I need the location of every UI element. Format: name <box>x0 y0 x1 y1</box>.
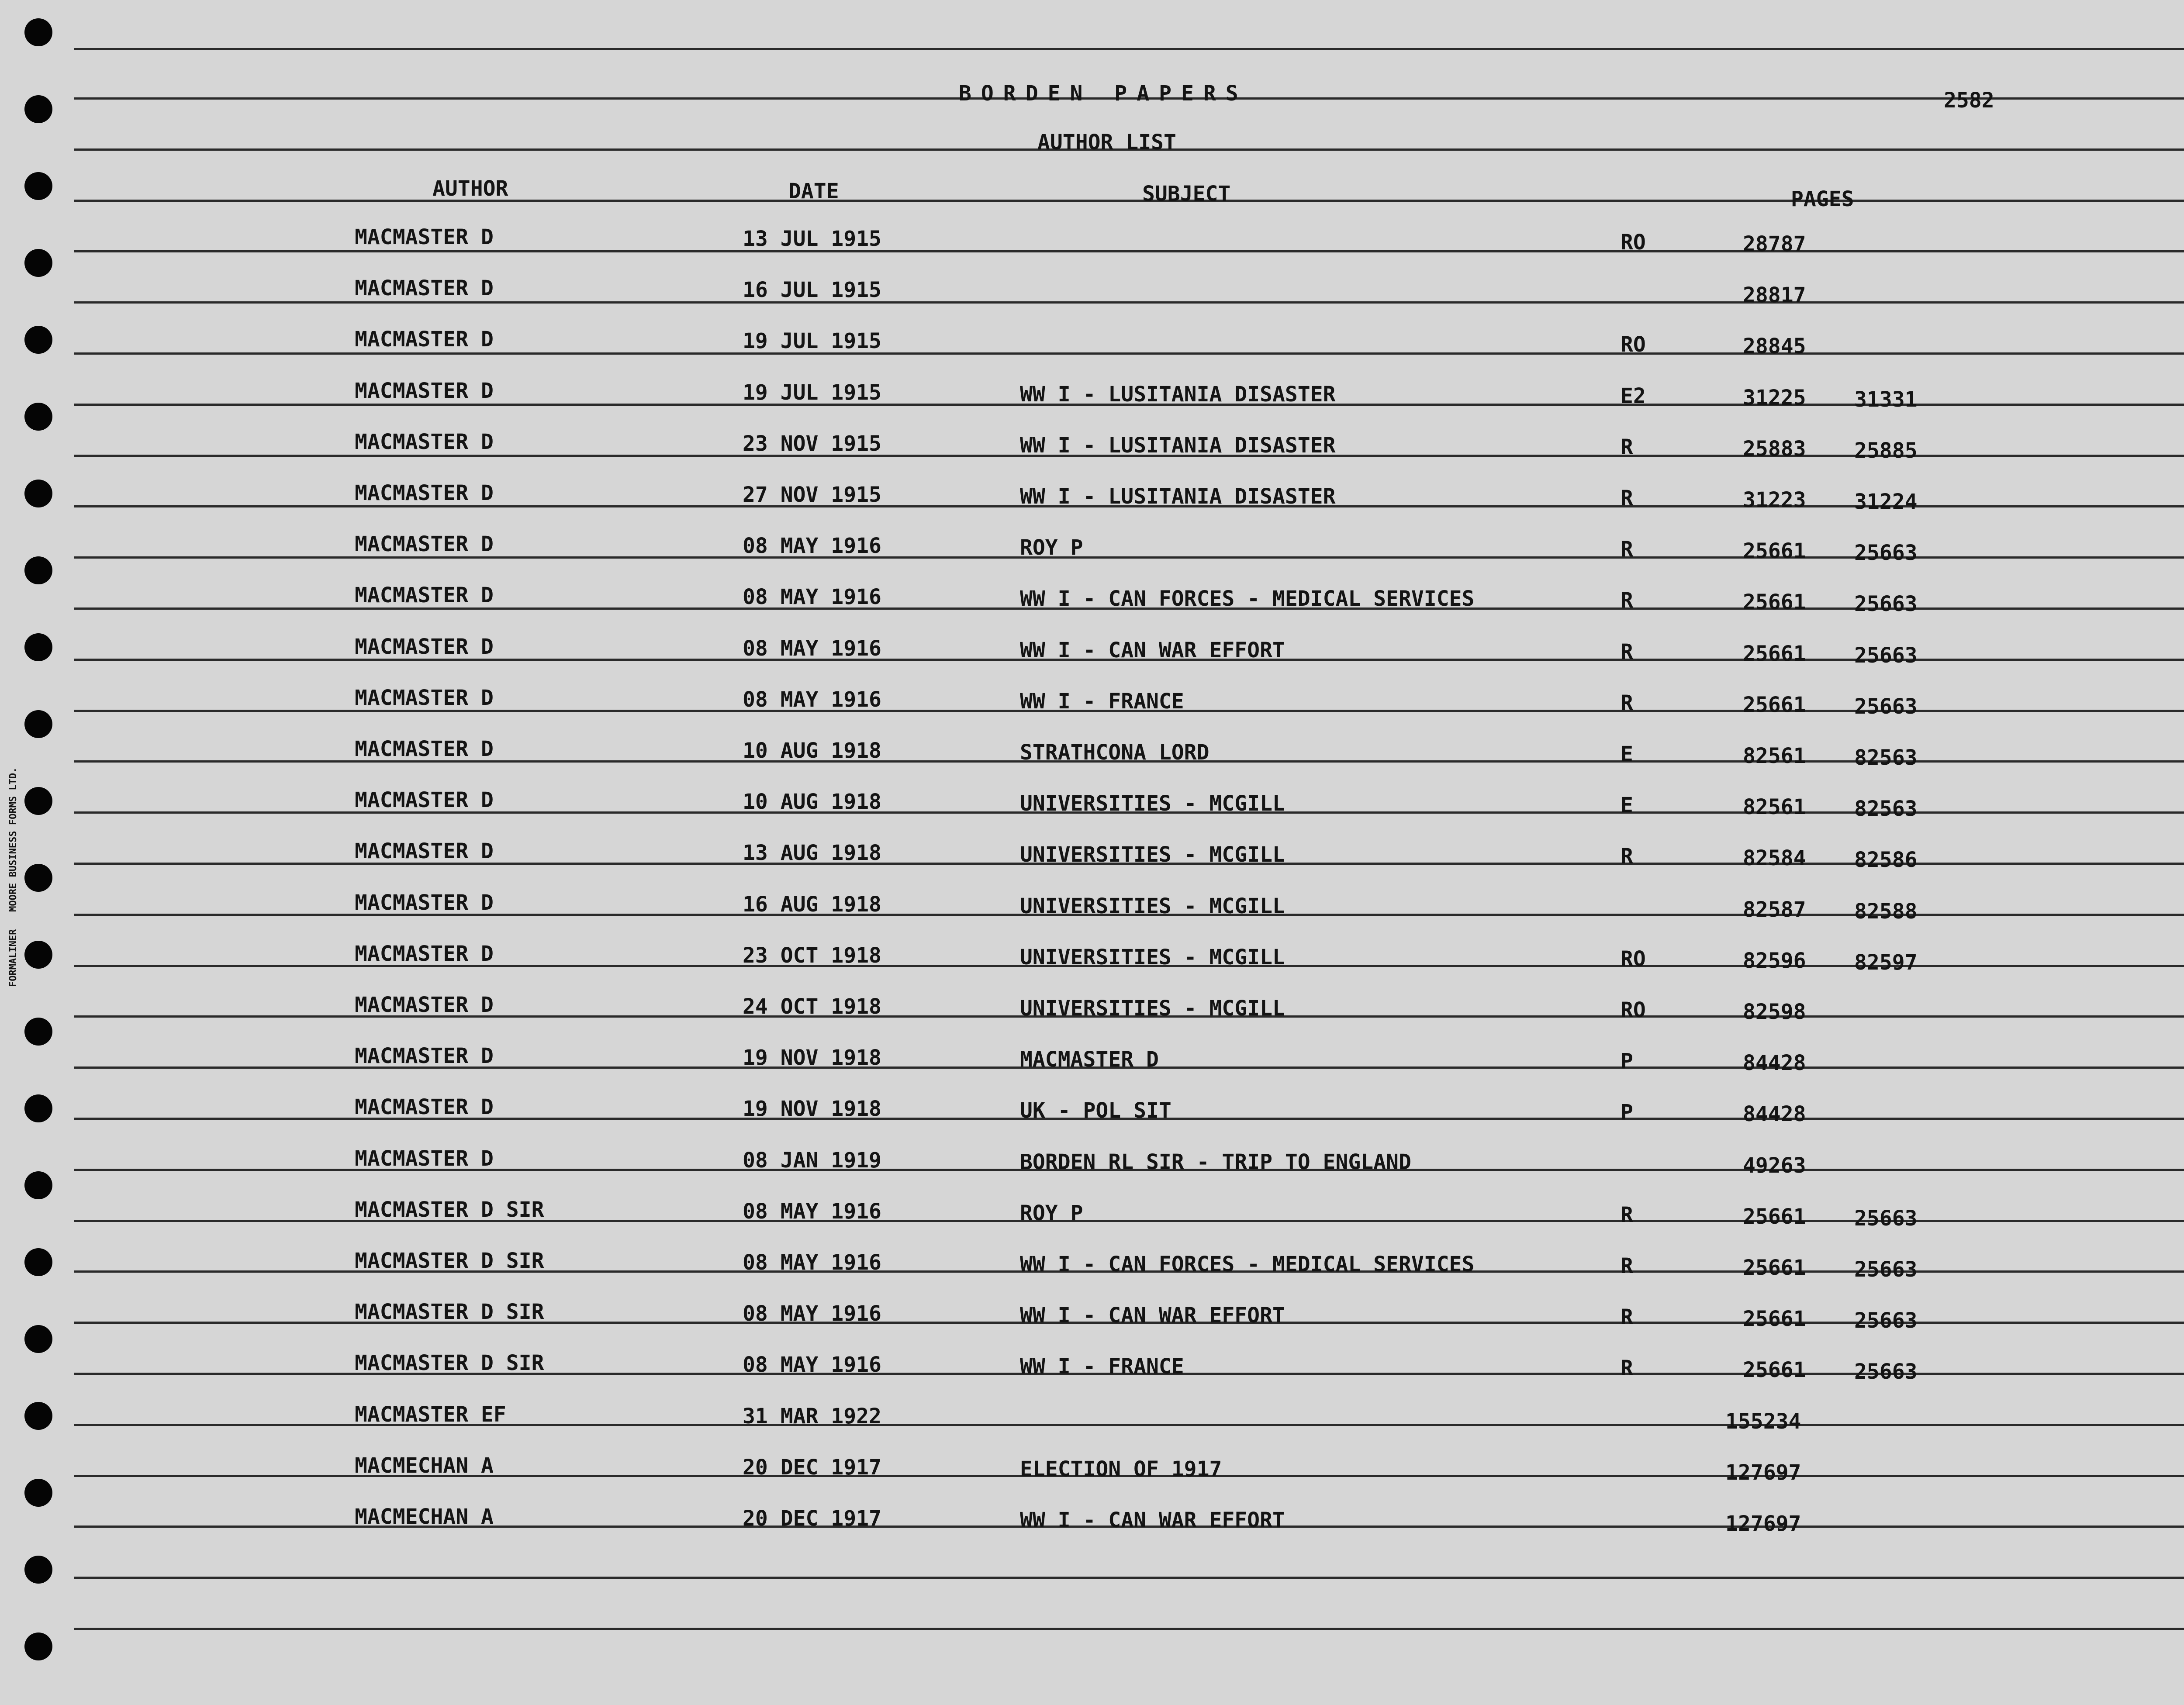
date-cell: 08 MAY 1916 <box>743 1353 881 1377</box>
subject-cell: UNIVERSITIES - MCGILL <box>1020 945 1285 970</box>
subject-cell: UNIVERSITIES - MCGILL <box>1020 996 1285 1021</box>
document-title: BORDEN PAPERS <box>959 81 1248 106</box>
feed-hole <box>24 249 52 277</box>
page-from-cell: 127697 <box>1725 1460 1801 1485</box>
page-number: 2582 <box>1944 88 1994 113</box>
author-cell: MACMASTER D <box>355 1095 494 1119</box>
author-cell: MACMASTER D <box>355 327 494 352</box>
date-cell: 08 MAY 1916 <box>743 534 881 558</box>
column-header-date: DATE <box>788 179 839 204</box>
page-from-cell: 84428 <box>1743 1102 1806 1126</box>
date-cell: 08 MAY 1916 <box>743 636 881 661</box>
pages-code-cell: RO <box>1621 998 1646 1022</box>
subject-cell: ROY P <box>1020 535 1083 560</box>
pages-code-cell: P <box>1621 1049 1633 1073</box>
author-cell: MACMASTER D <box>355 276 494 300</box>
author-cell: MACMASTER D <box>355 635 494 659</box>
feed-hole <box>24 480 52 507</box>
author-cell: MACMASTER D <box>355 1146 494 1171</box>
date-cell: 24 OCT 1918 <box>743 994 881 1019</box>
date-cell: 13 JUL 1915 <box>743 227 881 251</box>
ruled-line <box>74 1628 2184 1630</box>
date-cell: 19 NOV 1918 <box>743 1046 881 1070</box>
pages-code-cell: R <box>1621 435 1633 459</box>
feed-hole <box>24 1325 52 1353</box>
pages-code-cell: R <box>1621 588 1633 613</box>
page-to-cell: 82563 <box>1854 797 1918 821</box>
feed-hole <box>24 326 52 354</box>
page-from-cell: 49263 <box>1743 1153 1806 1178</box>
subject-cell: WW I - CAN WAR EFFORT <box>1020 1303 1285 1328</box>
author-cell: MACMASTER D <box>355 532 494 556</box>
subject-cell: MACMASTER D <box>1020 1047 1159 1072</box>
pages-code-cell: R <box>1621 1203 1633 1227</box>
page-from-cell: 82587 <box>1743 897 1806 922</box>
page-from-cell: 25661 <box>1743 642 1806 666</box>
page-to-cell: 82597 <box>1854 950 1918 975</box>
date-cell: 20 DEC 1917 <box>743 1455 881 1480</box>
ruled-line <box>74 1577 2184 1579</box>
author-cell: MACMASTER D <box>355 737 494 761</box>
subject-cell: UNIVERSITIES - MCGILL <box>1020 791 1285 816</box>
date-cell: 19 JUL 1915 <box>743 329 881 353</box>
pages-code-cell: RO <box>1621 332 1646 357</box>
feed-hole <box>24 1171 52 1199</box>
pages-code-cell: P <box>1621 1100 1633 1125</box>
feed-hole <box>24 403 52 431</box>
subject-cell: ROY P <box>1020 1201 1083 1225</box>
page-to-cell: 25663 <box>1854 1360 1918 1384</box>
subject-cell: UNIVERSITIES - MCGILL <box>1020 842 1285 867</box>
feed-hole <box>24 787 52 815</box>
column-header-pages: PAGES <box>1791 187 1854 211</box>
subject-cell: ELECTION OF 1917 <box>1020 1457 1222 1481</box>
date-cell: 23 NOV 1915 <box>743 431 881 456</box>
date-cell: 19 JUL 1915 <box>743 380 881 405</box>
pages-code-cell: RO <box>1621 230 1646 255</box>
page-to-cell: 82563 <box>1854 746 1918 770</box>
date-cell: 20 DEC 1917 <box>743 1506 881 1531</box>
page-to-cell: 25663 <box>1854 694 1918 719</box>
page-to-cell: 25663 <box>1854 1206 1918 1231</box>
author-cell: MACMASTER D <box>355 788 494 812</box>
page-from-cell: 25661 <box>1743 693 1806 717</box>
author-cell: MACMASTER D SIR <box>355 1249 544 1273</box>
date-cell: 08 MAY 1916 <box>743 1250 881 1275</box>
author-cell: MACMECHAN A <box>355 1505 494 1529</box>
page-from-cell: 25661 <box>1743 1358 1806 1382</box>
date-cell: 31 MAR 1922 <box>743 1404 881 1429</box>
author-cell: MACMASTER D <box>355 225 494 249</box>
margin-imprint: FORMALINER MOORE BUSINESS FORMS LTD. <box>8 767 19 987</box>
page-from-cell: 31223 <box>1743 488 1806 512</box>
ruled-line <box>74 352 2184 355</box>
subject-cell: WW I - CAN FORCES - MEDICAL SERVICES <box>1020 1252 1475 1277</box>
subject-cell: WW I - LUSITANIA DISASTER <box>1020 484 1336 509</box>
pages-code-cell: R <box>1621 1356 1633 1381</box>
ruled-line <box>74 250 2184 252</box>
page-from-cell: 25883 <box>1743 437 1806 461</box>
author-cell: MACMASTER D <box>355 686 494 710</box>
feed-hole <box>24 172 52 200</box>
subject-cell: STRATHCONA LORD <box>1020 740 1209 765</box>
feed-hole <box>24 633 52 661</box>
date-cell: 08 JAN 1919 <box>743 1148 881 1173</box>
date-cell: 16 JUL 1915 <box>743 278 881 302</box>
page-to-cell: 31224 <box>1854 490 1918 514</box>
feed-hole <box>24 1402 52 1430</box>
pages-code-cell: R <box>1621 1305 1633 1329</box>
date-cell: 10 AUG 1918 <box>743 790 881 814</box>
pages-code-cell: RO <box>1621 947 1646 971</box>
list-subtitle: AUTHOR LIST <box>1037 130 1176 155</box>
column-header-author: AUTHOR <box>432 176 508 201</box>
subject-cell: UNIVERSITIES - MCGILL <box>1020 894 1285 918</box>
page-from-cell: 127697 <box>1725 1512 1801 1536</box>
page-to-cell: 25885 <box>1854 438 1918 463</box>
feed-hole <box>24 1094 52 1122</box>
page-from-cell: 28845 <box>1743 334 1806 359</box>
pages-code-cell: R <box>1621 1254 1633 1278</box>
feed-hole <box>24 1479 52 1507</box>
subject-cell: WW I - FRANCE <box>1020 689 1184 714</box>
page-to-cell: 82588 <box>1854 899 1918 924</box>
page-to-cell: 31331 <box>1854 387 1918 412</box>
subject-cell: WW I - LUSITANIA DISASTER <box>1020 433 1336 458</box>
pages-code-cell: E2 <box>1621 384 1646 408</box>
date-cell: 08 MAY 1916 <box>743 1301 881 1326</box>
feed-hole <box>24 1633 52 1660</box>
subject-cell: WW I - LUSITANIA DISASTER <box>1020 382 1336 407</box>
page-from-cell: 28787 <box>1743 232 1806 256</box>
author-cell: MACMASTER EF <box>355 1402 506 1427</box>
page-from-cell: 28817 <box>1743 283 1806 307</box>
page-from-cell: 31225 <box>1743 386 1806 410</box>
feed-hole <box>24 710 52 738</box>
ruled-line <box>74 301 2184 304</box>
author-cell: MACMASTER D SIR <box>355 1351 544 1375</box>
page-to-cell: 25663 <box>1854 1308 1918 1333</box>
page-from-cell: 25661 <box>1743 1205 1806 1229</box>
subject-cell: WW I - FRANCE <box>1020 1354 1184 1379</box>
feed-hole <box>24 941 52 969</box>
author-cell: MACMASTER D SIR <box>355 1198 544 1222</box>
page-from-cell: 25661 <box>1743 590 1806 614</box>
author-cell: MACMASTER D <box>355 379 494 403</box>
page-to-cell: 25663 <box>1854 643 1918 668</box>
author-cell: MACMASTER D <box>355 481 494 505</box>
column-header-subject: SUBJECT <box>1142 182 1231 206</box>
subject-cell: WW I - CAN WAR EFFORT <box>1020 638 1285 663</box>
feed-hole <box>24 1248 52 1276</box>
date-cell: 08 MAY 1916 <box>743 687 881 712</box>
author-cell: MACMASTER D SIR <box>355 1300 544 1324</box>
pages-code-cell: R <box>1621 844 1633 869</box>
page-from-cell: 25661 <box>1743 1256 1806 1280</box>
subject-cell: BORDEN RL SIR - TRIP TO ENGLAND <box>1020 1150 1411 1174</box>
author-cell: MACMASTER D <box>355 942 494 966</box>
date-cell: 08 MAY 1916 <box>743 1199 881 1224</box>
date-cell: 13 AUG 1918 <box>743 841 881 865</box>
pages-code-cell: R <box>1621 486 1633 511</box>
page-to-cell: 25663 <box>1854 1257 1918 1282</box>
ruled-line <box>74 200 2184 202</box>
subject-cell: UK - POL SIT <box>1020 1098 1171 1123</box>
ruled-line <box>74 48 2184 50</box>
feed-hole <box>24 864 52 892</box>
author-cell: MACMASTER D <box>355 890 494 915</box>
page-from-cell: 155234 <box>1725 1409 1801 1434</box>
page-to-cell: 25663 <box>1854 541 1918 565</box>
feed-hole <box>24 18 52 46</box>
date-cell: 10 AUG 1918 <box>743 739 881 763</box>
page-from-cell: 82561 <box>1743 795 1806 819</box>
author-cell: MACMASTER D <box>355 993 494 1017</box>
date-cell: 16 AUG 1918 <box>743 892 881 917</box>
author-cell: MACMASTER D <box>355 1044 494 1068</box>
feed-hole <box>24 556 52 584</box>
subject-cell: WW I - CAN WAR EFFORT <box>1020 1508 1285 1532</box>
page-from-cell: 84428 <box>1743 1051 1806 1075</box>
page-from-cell: 82584 <box>1743 846 1806 870</box>
subject-cell: WW I - CAN FORCES - MEDICAL SERVICES <box>1020 587 1475 611</box>
pages-code-cell: R <box>1621 537 1633 562</box>
author-cell: MACMASTER D <box>355 430 494 454</box>
page-to-cell: 25663 <box>1854 592 1918 616</box>
pages-code-cell: R <box>1621 640 1633 664</box>
author-cell: MACMECHAN A <box>355 1453 494 1478</box>
page-from-cell: 82598 <box>1743 1000 1806 1024</box>
author-cell: MACMASTER D <box>355 839 494 863</box>
feed-hole <box>24 95 52 123</box>
pages-code-cell: R <box>1621 691 1633 715</box>
date-cell: 23 OCT 1918 <box>743 943 881 968</box>
pages-code-cell: E <box>1621 742 1633 766</box>
date-cell: 08 MAY 1916 <box>743 585 881 609</box>
feed-hole <box>24 1556 52 1584</box>
author-cell: MACMASTER D <box>355 583 494 607</box>
page-to-cell: 82586 <box>1854 848 1918 872</box>
date-cell: 19 NOV 1918 <box>743 1097 881 1121</box>
page-from-cell: 82561 <box>1743 744 1806 768</box>
feed-hole <box>24 1018 52 1046</box>
page-from-cell: 82596 <box>1743 949 1806 973</box>
page-from-cell: 25661 <box>1743 1307 1806 1331</box>
pages-code-cell: E <box>1621 793 1633 818</box>
page-from-cell: 25661 <box>1743 539 1806 563</box>
date-cell: 27 NOV 1915 <box>743 483 881 507</box>
